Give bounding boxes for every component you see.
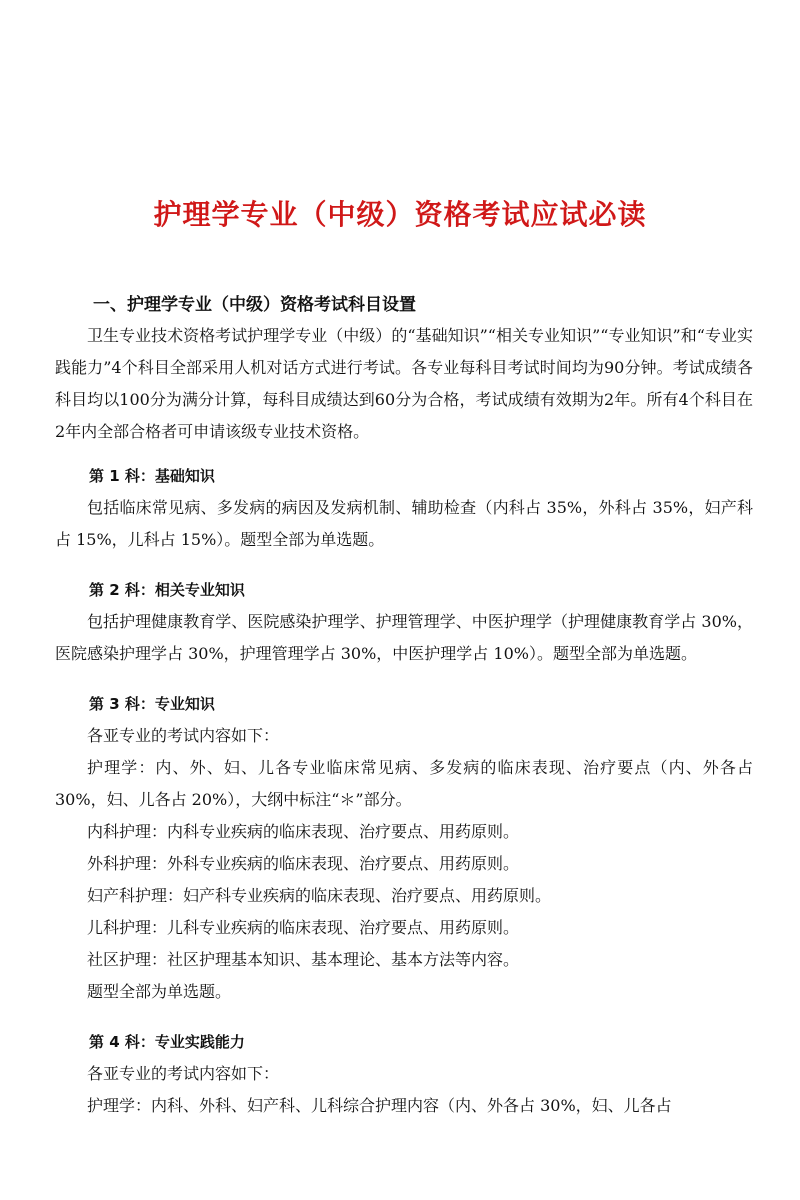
subject-4-line: 各亚专业的考试内容如下：: [87, 1064, 280, 1083]
subject-3-line: 社区护理：社区护理基本知识、基本理论、基本方法等内容。: [87, 950, 520, 969]
subject-2-text: 包括护理健康教育学、医院感染护理学、护理管理学、中医护理学（护理健康教育学占 30%，医院感染护理学占 30%，护理管理学占 30%，中医护理学占 10%）。题型全部为单选题。: [55, 612, 753, 663]
subject-1-heading: 第 1 科：基础知识: [89, 467, 215, 485]
subject-2-heading: 第 2 科：相关专业知识: [89, 581, 245, 599]
subject-3-line: 题型全部为单选题。: [87, 982, 232, 1001]
section-heading-subjects: 一、护理学专业（中级）资格考试科目设置: [93, 295, 416, 315]
subject-4-line: 护理学：内科、外科、妇产科、儿科综合护理内容（内、外各占 30%，妇、儿各占: [87, 1096, 672, 1115]
subject-3-line: 外科护理：外科专业疾病的临床表现、治疗要点、用药原则。: [87, 854, 520, 873]
subject-3-line: 各亚专业的考试内容如下：: [87, 726, 280, 745]
subject-3-line: 内科护理：内科专业疾病的临床表现、治疗要点、用药原则。: [87, 822, 520, 841]
section-intro-paragraph: 卫生专业技术资格考试护理学专业（中级）的“基础知识”“相关专业知识”“专业知识”和“专业实践能力”4个科目全部采用人机对话方式进行考试。各专业每科目考试时间均为90分钟。考试成绩各科目均以100分为满分计算，每科目成绩达到60分为合格，考试成绩有效期为2年。所有4个科目在2年内全部合格者可申请该级专业技术资格。: [55, 326, 753, 441]
document-body: [55, 290, 753, 1122]
document-title: 护理学专业（中级）资格考试应试必读: [153, 198, 647, 231]
subject-3-heading: 第 3 科：专业知识: [89, 695, 215, 713]
subject-1-text: 包括临床常见病、多发病的病因及发病机制、辅助检查（内科占 35%，外科占 35%，妇产科占 15%，儿科占 15%）。题型全部为单选题。: [55, 498, 753, 549]
subject-3-line: 儿科护理：儿科专业疾病的临床表现、治疗要点、用药原则。: [87, 918, 520, 937]
subject-3-line: 妇产科护理：妇产科专业疾病的临床表现、治疗要点、用药原则。: [87, 886, 552, 905]
subject-3-line: 护理学：内、外、妇、儿各专业临床常见病、多发病的临床表现、治疗要点（内、外各占 30%，妇、儿各占 20%），大纲中标注“＊”部分。: [55, 758, 753, 809]
subject-4-heading: 第 4 科：专业实践能力: [89, 1033, 245, 1051]
